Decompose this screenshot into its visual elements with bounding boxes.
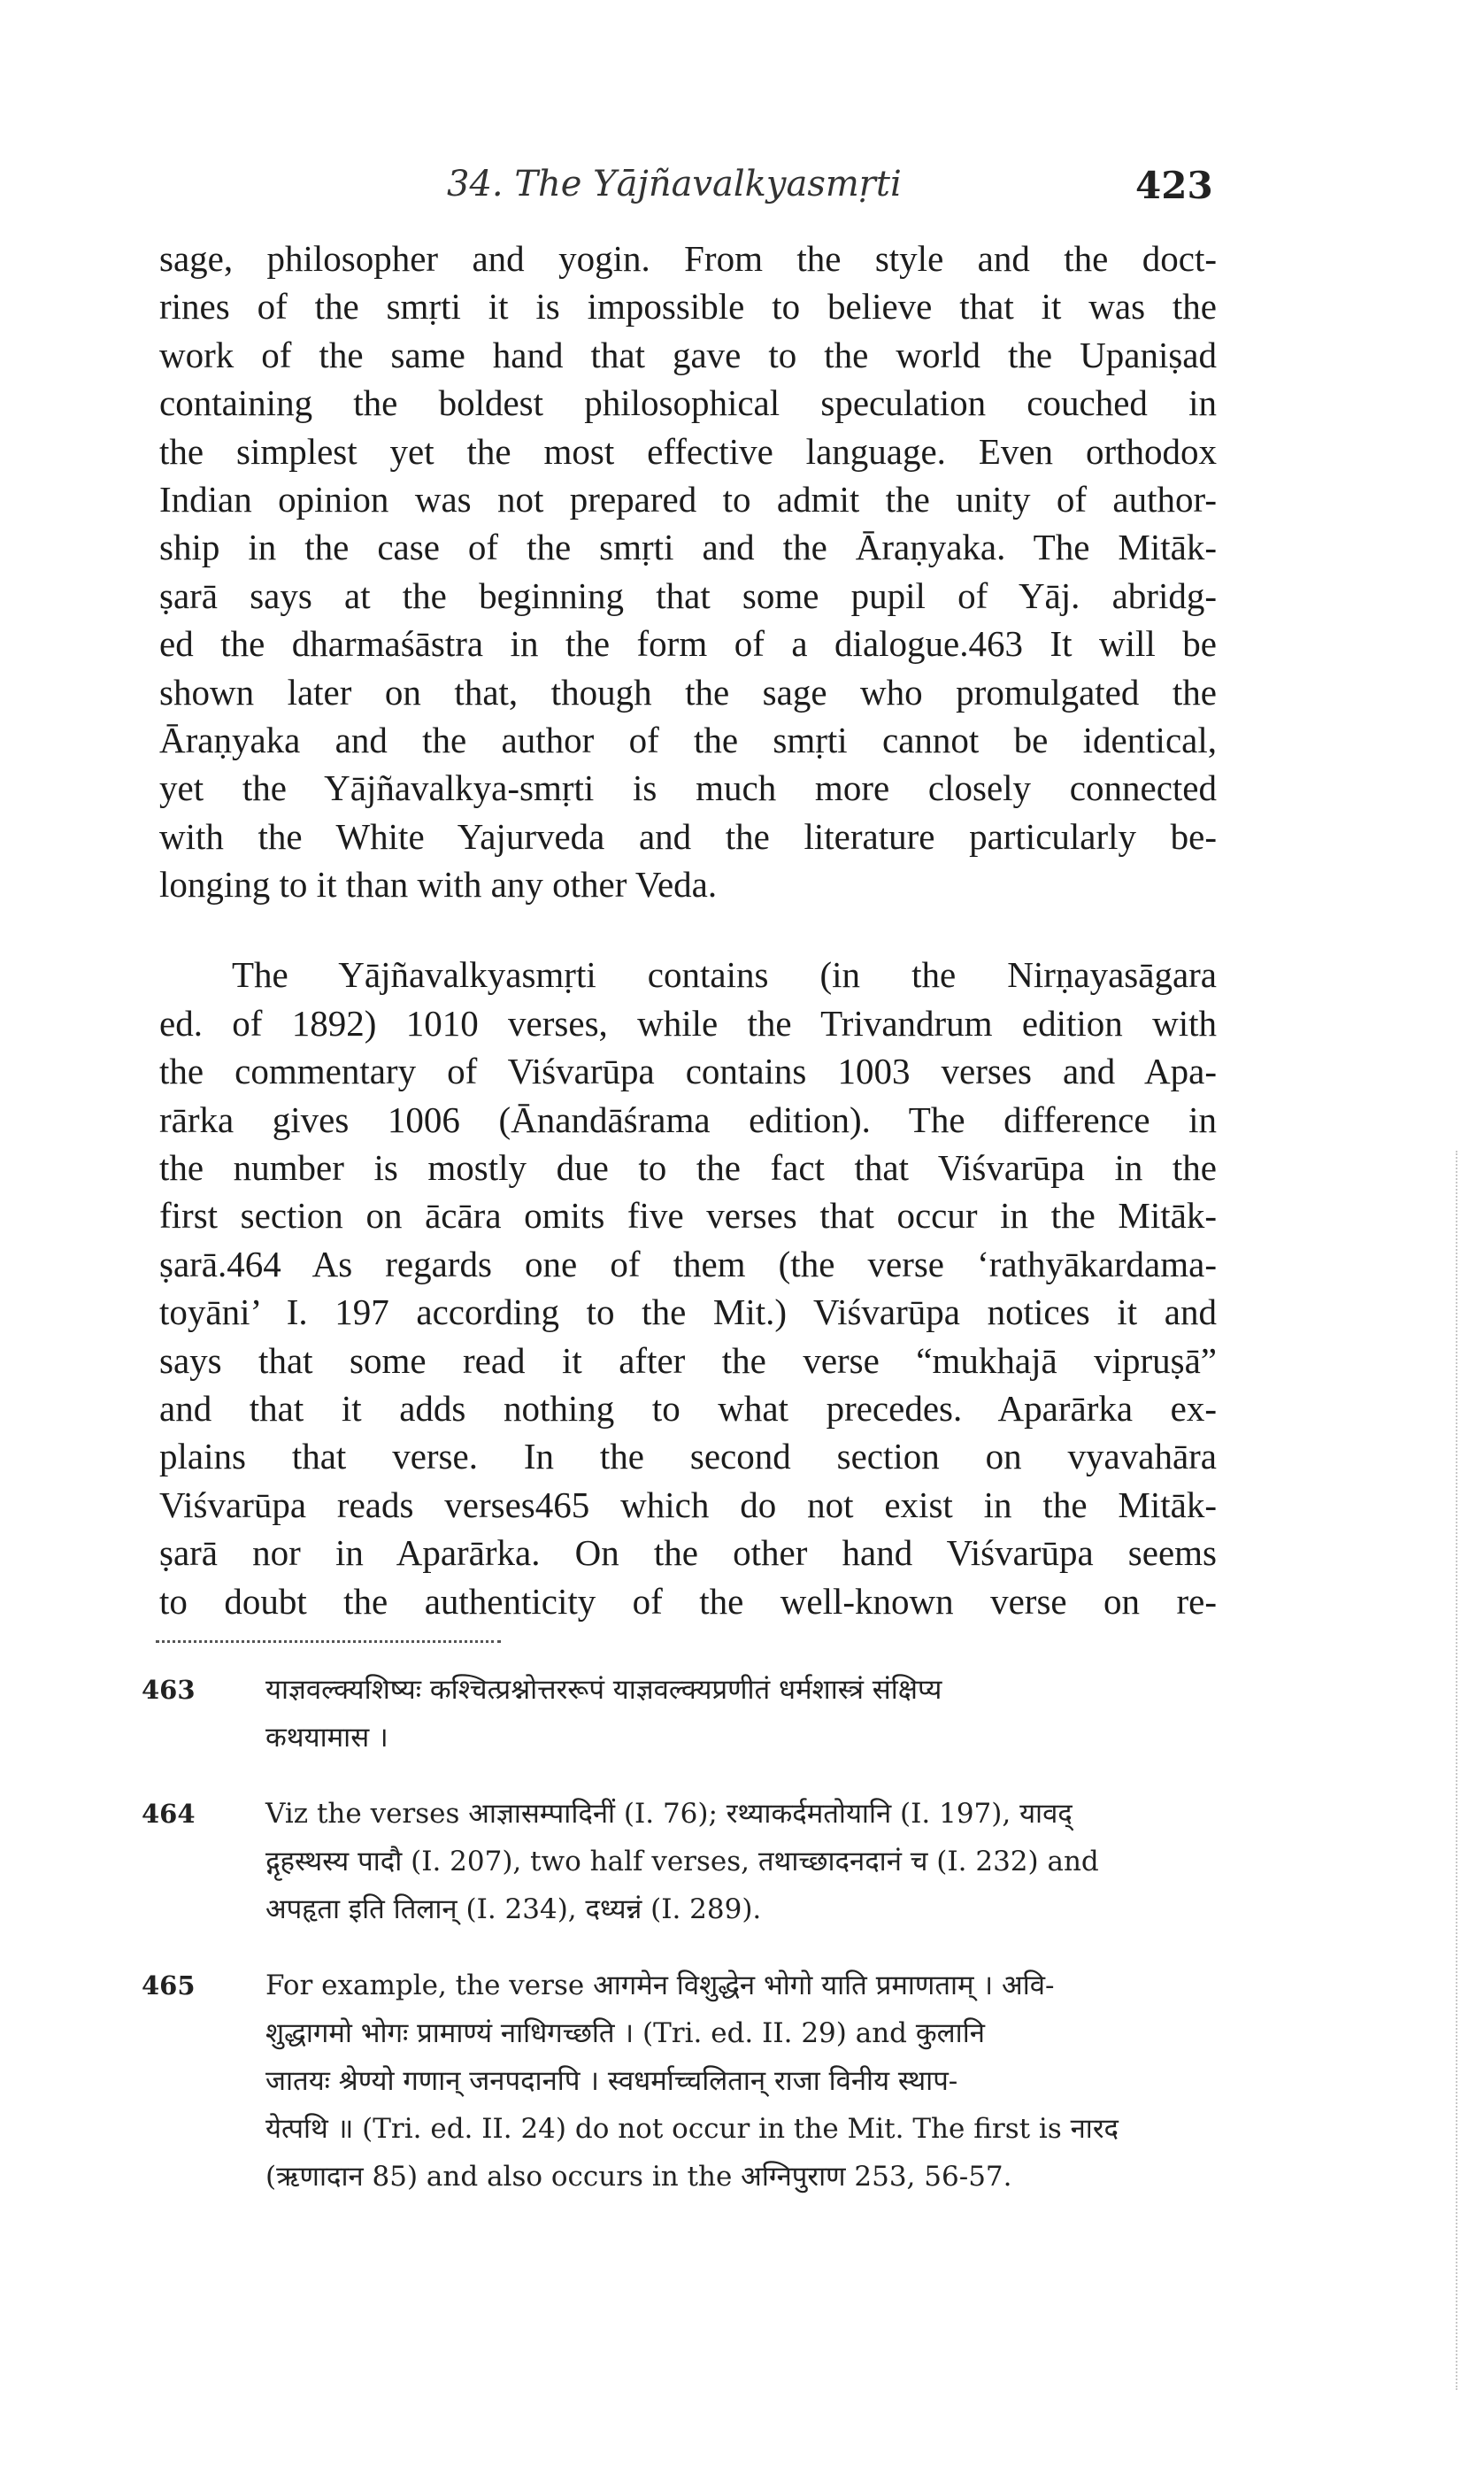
- paragraph-2: [159, 951, 1217, 1624]
- footnote: [142, 1790, 1226, 1933]
- text-line: says that some read it after the verse “mukhajā vipruṣā”: [159, 1339, 1217, 1381]
- footnote-line: येत्पथि ॥ (Tri. ed. II. 24) do not occur in the Mit. The first is नारद: [265, 2113, 1119, 2145]
- chapter-title: 34. The Yājñavalkyasmṛti: [447, 164, 902, 204]
- text-line: Viśvarūpa reads verses465 which do not exist in the Mitāk-: [159, 1484, 1217, 1525]
- footnote-separator: [156, 1640, 501, 1643]
- footnote-line: अपहृता इति तिलान् (I. 234), दध्यन्नं (I. 289).: [265, 1893, 762, 1925]
- text-line: the simplest yet the most effective language. Even orthodox: [159, 430, 1217, 472]
- text-line: shown later on that, though the sage who promulgated the: [159, 671, 1217, 713]
- text-line: ed the dharmaśāstra in the form of a dialogue.463 It will be: [159, 623, 1217, 665]
- text-line: ṣarā nor in Aparārka. On the other hand Viśvarūpa seems: [159, 1532, 1217, 1574]
- text-line: plains that verse. In the second section on vyavahāra: [159, 1436, 1217, 1477]
- text-line: work of the same hand that gave to the world the Upaniṣad: [159, 334, 1217, 375]
- footnote-line: शुद्धागमो भोगः प्रामाण्यं नाधिगच्छति । (Tri. ed. II. 29) and कुलानि: [265, 2017, 985, 2049]
- text-line: rines of the smṛti it is impossible to believe that it was the: [159, 286, 1217, 328]
- page-number: 423: [1135, 164, 1213, 207]
- paragraph-1: [159, 235, 1217, 908]
- text-line: the number is mostly due to the fact that Viśvarūpa in the: [159, 1147, 1217, 1189]
- footnote-line: जातयः श्रेण्यो गणान् जनपदानपि । स्वधर्माच्चलितान् राजा विनीय स्थाप-: [265, 2065, 958, 2097]
- footnote-line: द्गृहस्थस्य पादौ (I. 207), two half verses, तथाच्छादनदानं च (I. 232) and: [265, 1846, 1099, 1877]
- footnote: [142, 1962, 1226, 2201]
- text-line: ṣarā says at the beginning that some pupil of Yāj. abridg-: [159, 574, 1217, 616]
- text-line: containing the boldest philosophical speculation couched in: [159, 382, 1217, 424]
- scan-edge-marks: [1456, 1151, 1463, 2390]
- running-head: [0, 164, 1484, 217]
- footnote-line: कथयामास ।: [265, 1722, 388, 1754]
- text-line: ṣarā.464 As regards one of them (the verse ‘rathyākardama-: [159, 1243, 1217, 1284]
- text-line: longing to it than with any other Veda.: [159, 864, 718, 906]
- text-line: rārka gives 1006 (Ānandāśrama edition). The difference in: [159, 1099, 1217, 1140]
- text-line: first section on ācāra omits five verses that occur in the Mitāk-: [159, 1195, 1217, 1237]
- text-line: Āraṇyaka and the author of the smṛti cannot be identical,: [159, 719, 1217, 760]
- footnotes: [142, 1666, 1226, 2229]
- main-text: [159, 235, 1217, 1625]
- footnote-number: 464: [142, 1799, 196, 1829]
- text-line: ship in the case of the smṛti and the Āraṇyaka. The Mitāk-: [159, 527, 1217, 568]
- footnote-line: For example, the verse आगमेन विशुद्धेन भोगो याति प्रमाणताम् । अवि-: [265, 1970, 1055, 2001]
- text-line: with the White Yajurveda and the literature particularly be-: [159, 815, 1217, 857]
- text-line: yet the Yājñavalkya-smṛti is much more closely connected: [159, 767, 1217, 809]
- text-line: Indian opinion was not prepared to admit the unity of author-: [159, 478, 1217, 520]
- text-line: toyāni’ I. 197 according to the Mit.) Viśvarūpa notices it and: [159, 1291, 1217, 1333]
- text-line: and that it adds nothing to what precedes. Aparārka ex-: [159, 1387, 1217, 1429]
- text-line: The Yājñavalkyasmṛti contains (in the Nirṇayasāgara: [232, 954, 1217, 996]
- footnote-line: (ऋणादान 85) and also occurs in the अग्निपुराण 253, 56-57.: [265, 2161, 1012, 2193]
- text-line: ed. of 1892) 1010 verses, while the Trivandrum edition with: [159, 1002, 1217, 1044]
- footnote-line: याज्ञवल्क्यशिष्यः कश्चित्प्रश्नोत्तररूपं याज्ञवल्क्यप्रणीतं धर्मशास्त्रं संक्षिप्य: [265, 1674, 942, 1706]
- footnote-number: 465: [142, 1970, 196, 2001]
- text-line: to doubt the authenticity of the well-known verse on re-: [159, 1580, 1217, 1622]
- footnote-number: 463: [142, 1675, 196, 1705]
- footnote: [142, 1666, 1226, 1762]
- text-line: the commentary of Viśvarūpa contains 1003 verses and Apa-: [159, 1051, 1217, 1092]
- text-line: sage, philosopher and yogin. From the style and the doct-: [159, 238, 1217, 279]
- footnote-line: Viz the verses आज्ञासम्पादिनीं (I. 76); रथ्याकर्दमतोयानि (I. 197), यावद्: [265, 1798, 1073, 1830]
